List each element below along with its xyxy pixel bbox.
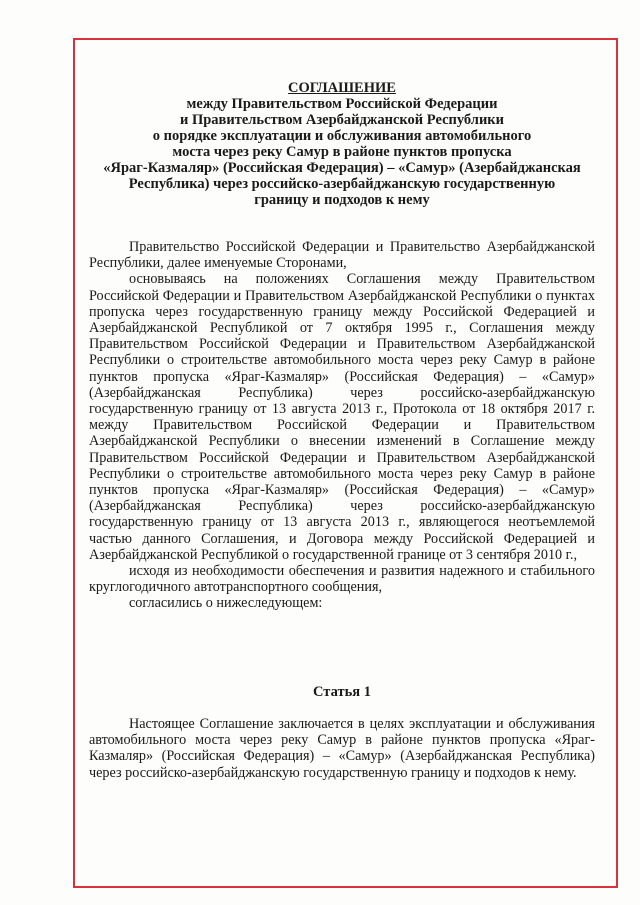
preamble-paragraph-necessity: исходя из необходимости обеспечения и развития надежного и стабильного круглогодичного автотранспортного сообщения, bbox=[89, 563, 595, 596]
title-line: моста через реку Самур в районе пунктов пропуска bbox=[172, 144, 512, 160]
title-line: СОГЛАШЕНИЕ bbox=[288, 80, 396, 96]
title-line: «Яраг-Казмаляр» (Российская Федерация) – «Самур» (Азербайджанская Республика) через российско-азербайджанскую государственную bbox=[103, 160, 581, 192]
preamble-paragraph-basis: основываясь на положениях Соглашения между Правительством Российской Федерации и Правительством Азербайджанской Республики о пунктах пропуска через государственную границу между Российской Федерацией и Азербайджанской Республикой от 7 октября 1995 г., Соглашения между Правительством Российской Федерации и Правительством Азербайджанской Республики о строительстве автомобильного моста через реку Самур в районе пунктов пропуска «Яраг-Казмаляр» (Российская Федерация) – «Самур» (Азербайджанская Республика) через российско-азербайджанскую государственную границу от 13 августа 2013 г., Протокола от 18 октября 2017 г. между Правительством Российской Федерации и Правительством Азербайджанской Республики о внесении изменений в Соглашение между Правительством Российской Федерации и Правительством Азербайджанской Республики о строительстве автомобильного моста через реку Самур в районе пунктов пропуска «Яраг-Казмаляр» (Российская Федерация) – «Самур» (Азербайджанская Республика) через российско-азербайджанскую государственную границу от 13 августа 2013 г., являющегося неотъемлемой частью данного Соглашения, и Договора между Российской Федерацией и Азербайджанской Республикой о государственной границе от 3 сентября 2010 г., bbox=[89, 271, 595, 563]
preamble bbox=[89, 239, 595, 612]
article-1-body bbox=[89, 716, 595, 781]
preamble-paragraph-parties: Правительство Российской Федерации и Правительство Азербайджанской Республики, далее именуемые Сторонами, bbox=[89, 239, 595, 272]
preamble-paragraph-agreed: согласились о нижеследующем: bbox=[129, 595, 323, 612]
title-line: о порядке эксплуатации и обслуживания автомобильного bbox=[152, 128, 532, 144]
document-title bbox=[89, 80, 595, 208]
title-line: границу и подходов к нему bbox=[254, 192, 430, 208]
title-line: и Правительством Азербайджанской Республики bbox=[179, 112, 505, 128]
article-1-heading: Статья 1 bbox=[313, 684, 371, 700]
article-1-paragraph: Настоящее Соглашение заключается в целях эксплуатации и обслуживания автомобильного моста через реку Самур в районе пунктов пропуска «Яраг-Казмаляр» (Российская Федерация) – «Самур» (Азербайджанская Республика) через российско-азербайджанскую государственную границу и подходов к нему. bbox=[89, 716, 595, 781]
title-line: между Правительством Российской Федерации bbox=[186, 96, 498, 112]
